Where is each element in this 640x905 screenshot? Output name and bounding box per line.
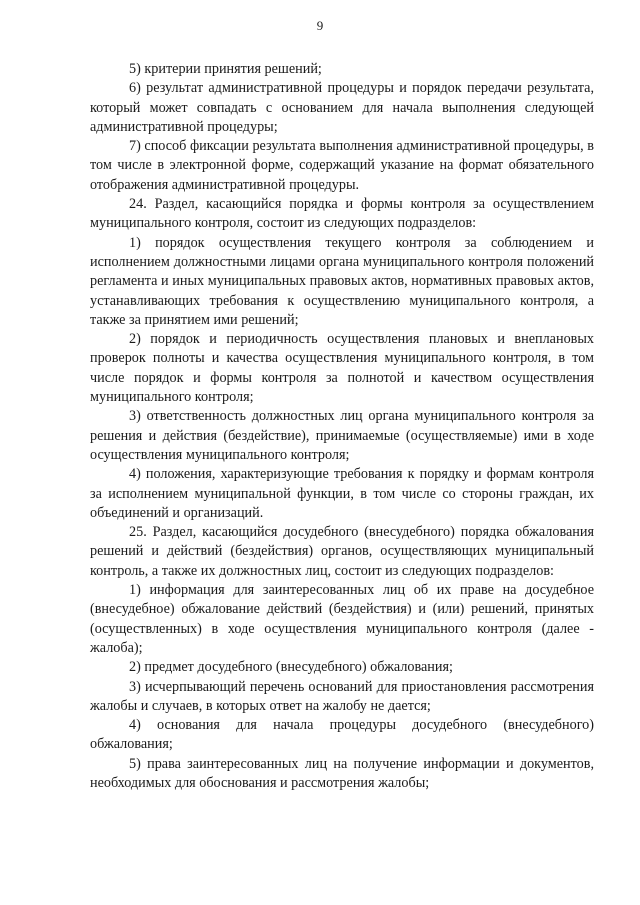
paragraph: 3) исчерпывающий перечень оснований для приостановления рассмотрения жалобы и случаев, в которых ответ на жалобу не дается; — [90, 678, 594, 714]
paragraph: 25. Раздел, касающийся досудебного (внесудебного) порядка обжалования решений и действий (бездействия) органов, осуществляющих муниципальный контроль, а также их должностных лиц, состоит из следующих подразделов: — [90, 524, 594, 579]
paragraph: 2) предмет досудебного (внесудебного) обжалования; — [129, 659, 453, 676]
paragraph: 2) порядок и периодичность осуществления плановых и внеплановых проверок полноты и качества осуществления муниципального контроля, в том числе порядок и формы контроля за полнотой и качеством осуществления муниципального контроля; — [90, 331, 594, 406]
paragraph: 1) порядок осуществления текущего контроля за соблюдением и исполнением должностными лицами органа муниципального контроля положений регламента и иных муниципальных правовых актов, нормативных правовых актов, устанавливающих требования к осуществлению муниципального контроля, а также за принятием ими решений; — [90, 234, 594, 328]
paragraph: 3) ответственность должностных лиц органа муниципального контроля за решения и действия (бездействие), принимаемые (осуществляемые) ими в ходе осуществления муниципального контроля; — [90, 408, 594, 463]
paragraph: 4) положения, характеризующие требования к порядку и формам контроля за исполнением муниципальной функции, в том числе со стороны граждан, их объединений и организаций. — [90, 466, 594, 521]
paragraph: 5) критерии принятия решений; — [129, 61, 322, 77]
paragraph: 5) права заинтересованных лиц на получение информации и документов, необходимых для обоснования и рассмотрения жалобы; — [90, 755, 594, 791]
paragraph: 1) информация для заинтересованных лиц об их праве на досудебное (внесудебное) обжалование действий (бездействия) и (или) решений, принятых (осуществленных) в ходе осуществления муниципального контроля (далее - жалоба); — [90, 582, 594, 656]
paragraph: 6) результат административной процедуры и порядок передачи результата, который может совпадать с основанием для начала выполнения следующей административной процедуры; — [90, 80, 594, 135]
page-number: 9 — [316, 18, 324, 33]
paragraph: 7) способ фиксации результата выполнения административной процедуры, в том числе в электронной форме, содержащий указание на формат обязательного отображения административной процедуры. — [90, 138, 594, 193]
paragraph: 24. Раздел, касающийся порядка и формы контроля за осуществлением муниципального контроля, состоит из следующих подразделов: — [90, 196, 594, 232]
document-body — [90, 60, 594, 793]
paragraph: 4) основания для начала процедуры досудебного (внесудебного) обжалования; — [90, 717, 594, 753]
